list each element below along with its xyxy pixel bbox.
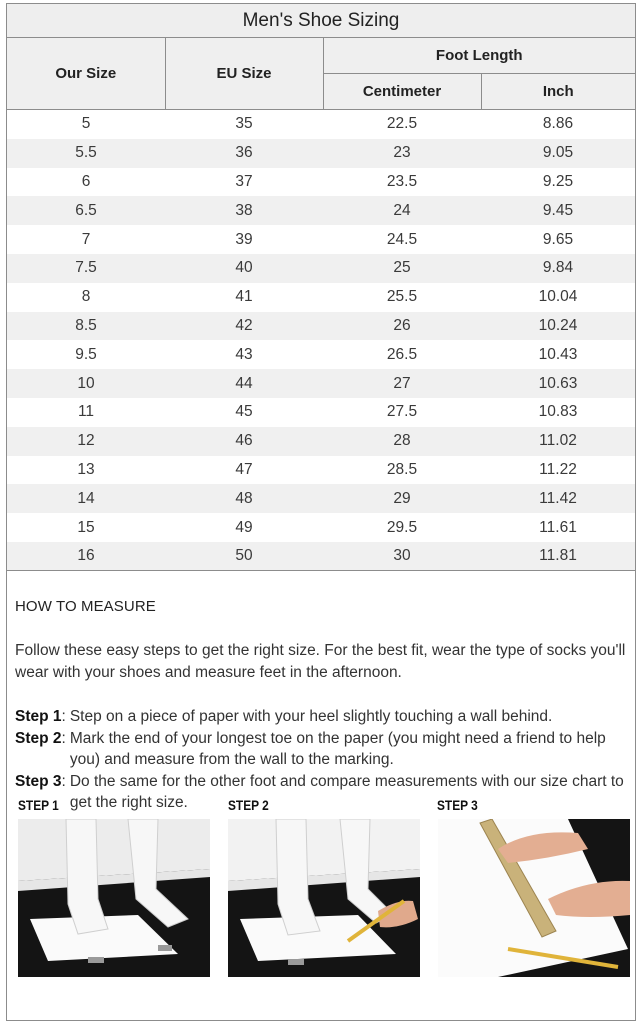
- size-table: [7, 38, 635, 570]
- step3-label: STEP 3: [437, 797, 478, 813]
- table-row: [7, 196, 635, 225]
- table-row: [7, 168, 635, 197]
- table-row: [7, 484, 635, 513]
- intro-text: Follow these easy steps to get the right size. For the best fit, wear the type of socks you'll wear with your shoes and measure feet in the afternoon.: [15, 642, 626, 681]
- how-to-measure-section: [7, 570, 635, 1021]
- table-row: [7, 254, 635, 283]
- size-chart-card: [6, 3, 636, 1021]
- cell-inch: 10.63: [481, 369, 635, 398]
- cell-eu-size: 50: [165, 542, 323, 570]
- table-row: [7, 225, 635, 254]
- col-header-foot-length: Foot Length: [323, 38, 635, 74]
- cell-centimeter: 25: [323, 254, 481, 283]
- cell-inch: 10.43: [538, 345, 578, 363]
- col-header-eu-size: EU Size: [165, 38, 323, 110]
- cell-our-size: 6.5: [7, 196, 165, 225]
- cell-inch: 11.42: [481, 484, 635, 513]
- cell-inch: 10.04: [538, 288, 578, 306]
- col-header-centimeter: Centimeter: [323, 74, 481, 110]
- cell-eu-size: 36: [165, 139, 323, 168]
- step3-photo: [438, 819, 630, 977]
- cell-our-size: 12: [7, 427, 165, 456]
- how-to-measure-title: HOW TO MEASURE: [15, 598, 156, 615]
- step-item: Step 3: Do the same for the other foot and compare measurements with our size chart to get the right size.: [15, 771, 629, 814]
- cell-eu-size: 46: [165, 427, 323, 456]
- table-row: [7, 312, 635, 341]
- cell-our-size: 16: [7, 542, 165, 570]
- cell-centimeter: 27.5: [386, 403, 418, 421]
- steps-list: [15, 706, 629, 814]
- cell-centimeter: 23: [323, 139, 481, 168]
- cell-our-size: 13: [77, 460, 95, 478]
- cell-eu-size: 49: [235, 518, 253, 536]
- step1-photo: [18, 819, 210, 977]
- cell-our-size: 5: [81, 115, 91, 133]
- cell-eu-size: 43: [235, 345, 253, 363]
- col-header-inch: Inch: [481, 74, 635, 110]
- step-text: Step on a piece of paper with your heel slightly touching a wall behind.: [69, 708, 553, 725]
- table-row: [7, 340, 635, 369]
- cell-inch: 9.84: [481, 254, 635, 283]
- cell-inch: 9.25: [542, 172, 574, 190]
- cell-eu-size: 35: [235, 115, 253, 133]
- cell-centimeter: 29: [323, 484, 481, 513]
- cell-inch: 11.81: [481, 542, 635, 570]
- table-row: [7, 369, 635, 398]
- table-row: [7, 283, 635, 312]
- cell-centimeter: 29.5: [386, 518, 418, 536]
- table-row: [7, 427, 635, 456]
- cell-centimeter: 28: [323, 427, 481, 456]
- step-label: Step 3: [15, 772, 62, 790]
- cell-our-size: 10: [7, 369, 165, 398]
- table-row: [7, 513, 635, 542]
- step-item: Step 2: Mark the end of your longest toe on the paper (you might need a friend to help you) and measure from the wall to the marking.: [15, 728, 629, 771]
- cell-inch: 9.05: [481, 139, 635, 168]
- step1-label: STEP 1: [18, 797, 59, 813]
- cell-inch: 11.22: [539, 460, 577, 478]
- cell-eu-size: 38: [165, 196, 323, 225]
- cell-our-size: 9.5: [75, 345, 97, 363]
- cell-eu-size: 48: [165, 484, 323, 513]
- cell-inch: 10.83: [538, 403, 578, 421]
- step-photos: [18, 819, 630, 979]
- cell-centimeter: 24.5: [386, 230, 418, 248]
- cell-our-size: 7: [81, 230, 91, 248]
- step-item: Step 1: Step on a piece of paper with your heel slightly touching a wall behind.: [15, 706, 629, 728]
- cell-our-size: 7.5: [7, 254, 165, 283]
- step-text: Mark the end of your longest toe on the paper (you might need a friend to help you) and measure from the wall to the marking.: [69, 729, 606, 768]
- step-label: Step 1: [15, 708, 62, 725]
- step2-label: STEP 2: [228, 797, 269, 813]
- cell-centimeter: 23.5: [386, 172, 418, 190]
- cell-our-size: 11: [77, 403, 95, 421]
- cell-our-size: 8.5: [7, 312, 165, 341]
- cell-eu-size: 39: [235, 230, 253, 248]
- cell-centimeter: 24: [323, 196, 481, 225]
- cell-centimeter: 27: [323, 369, 481, 398]
- cell-centimeter: 26.5: [386, 345, 418, 363]
- cell-inch: 9.45: [481, 196, 635, 225]
- table-row: [7, 110, 635, 139]
- cell-centimeter: 22.5: [386, 115, 418, 133]
- size-table-body: [7, 110, 635, 570]
- cell-eu-size: 47: [235, 460, 253, 478]
- cell-our-size: 5.5: [7, 139, 165, 168]
- cell-centimeter: 25.5: [386, 288, 418, 306]
- table-row: [7, 542, 635, 570]
- step2-photo: [228, 819, 420, 977]
- cell-eu-size: 41: [235, 288, 253, 306]
- cell-eu-size: 44: [165, 369, 323, 398]
- cell-inch: 11.02: [481, 427, 635, 456]
- chart-title: Men's Shoe Sizing: [7, 4, 635, 38]
- cell-eu-size: 40: [165, 254, 323, 283]
- cell-our-size: 14: [7, 484, 165, 513]
- cell-our-size: 6: [81, 172, 91, 190]
- cell-eu-size: 45: [235, 403, 253, 421]
- table-row: [7, 139, 635, 168]
- step-text: Do the same for the other foot and compare measurements with our size chart to get the right size.: [69, 772, 624, 811]
- cell-inch: 10.24: [481, 312, 635, 341]
- cell-centimeter: 30: [323, 542, 481, 570]
- cell-inch: 9.65: [542, 230, 574, 248]
- col-header-our-size: Our Size: [7, 38, 165, 110]
- table-row: [7, 456, 635, 485]
- step-label: Step 2: [15, 729, 62, 747]
- cell-our-size: 8: [81, 288, 91, 306]
- cell-inch: 11.61: [539, 518, 577, 536]
- cell-inch: 8.86: [542, 115, 574, 133]
- cell-centimeter: 26: [323, 312, 481, 341]
- cell-our-size: 15: [77, 518, 95, 536]
- cell-eu-size: 42: [165, 312, 323, 341]
- table-row: [7, 398, 635, 427]
- cell-eu-size: 37: [235, 172, 253, 190]
- cell-centimeter: 28.5: [386, 460, 418, 478]
